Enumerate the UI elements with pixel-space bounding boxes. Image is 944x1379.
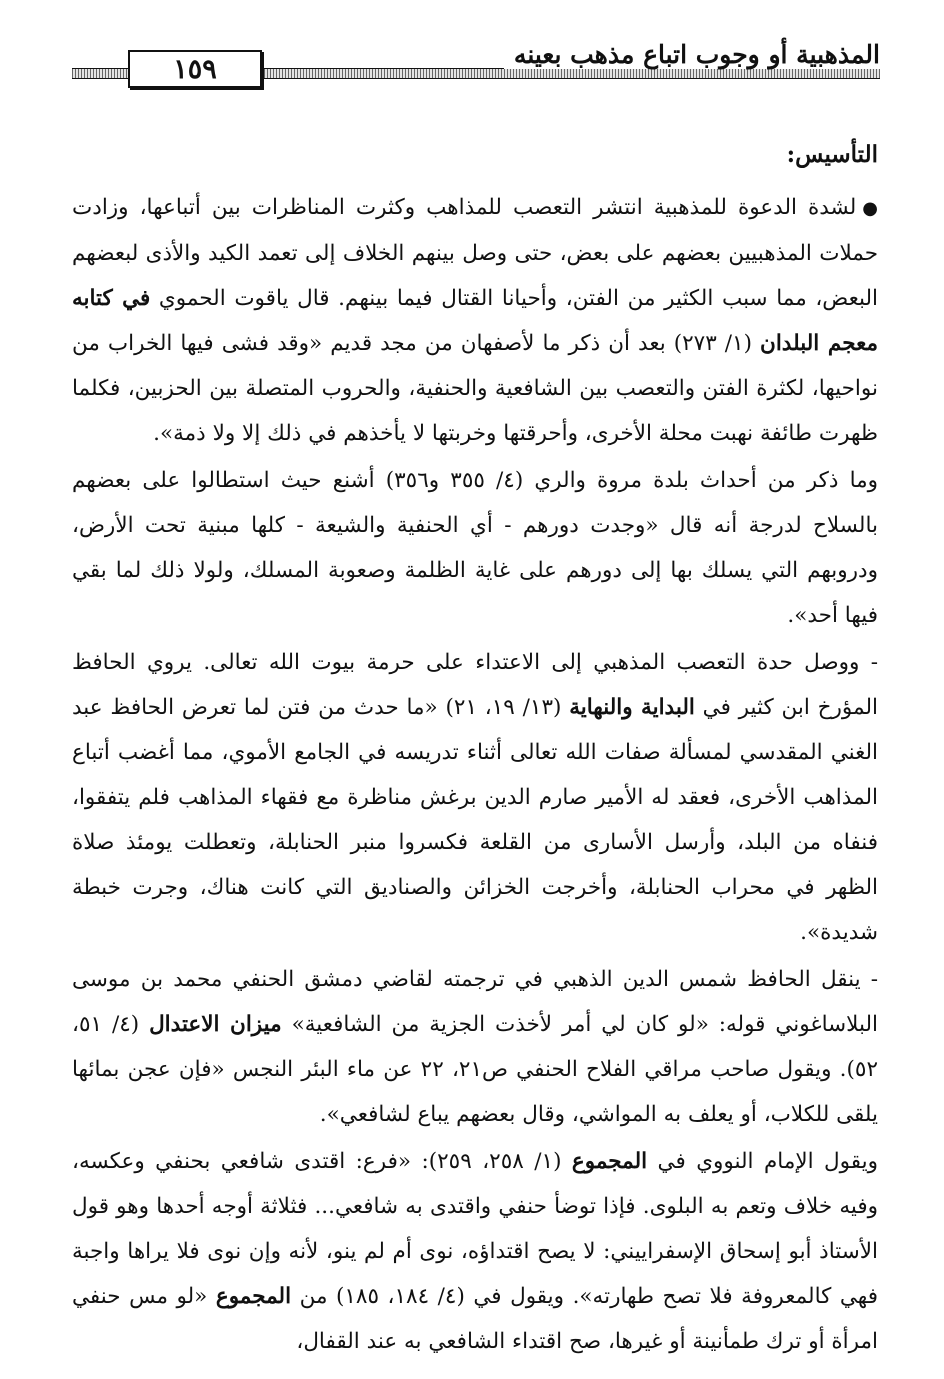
paragraph-5 (72, 1139, 878, 1364)
paragraph-5-bold-a: المجموع (571, 1149, 648, 1174)
running-header (72, 40, 880, 86)
main-text (72, 132, 878, 1366)
paragraph-4 (72, 957, 878, 1137)
page-number: ١٥٩ (173, 53, 217, 85)
paragraph-3-bold-a: البداية والنهاية (569, 695, 695, 720)
paragraph-5-text-b: (١/ ٢٥٨، ٢٥٩): «فرع: اقتدى شافعي بحنفي وعكسه، وفيه خلاف وتعم به البلوى. فإذا توضأ حنفي واقتدى به شافعي... فثلاثة أوجه أحدها وهو قول الأستاذ أبو إسحاق الإسفراييني: لا يصح اقتداؤه، نوى أم لم ينو، لأنه وإن نوى فلا يراها واجبة فهي كالمعروفة فلا تصح طهارته». ويقول في (٤/ ١٨٤، ١٨٥) من (72, 1149, 878, 1309)
paragraph-2 (72, 458, 878, 638)
paragraph-1-text-a: لشدة الدعوة للمذهبية انتشر التعصب للمذاهب وكثرت المناظرات بين أتباعها، وزادت حملات المذهبيين بعضهم على بعض، حتى وصل بينهم الخلاف إلى تعمد الكيد والأذى لبعضهم البعض، مما سبب الكثير من الفتن، وأحيانا القتال فيما بينهم. قال ياقوت الحموي (72, 195, 879, 311)
paragraph-4-text-a: - ينقل الحافظ شمس الدين الذهبي في ترجمته لقاضي دمشق الحنفي محمد بن موسى البلاساغوني قوله: «لو كان لي أمر لأخذت الجزية من الشافعية» (72, 967, 879, 1037)
paragraph-3-text-b: (١٣/ ١٩، ٢١) «ما حدث من فتن لما تعرض الحافظ عبد الغني المقدسي لمسألة صفات الله تعالى أثناء تدريسه في الجامع الأموي، مما أغضب أتباع المذاهب الأخرى، فعقد له الأمير صارم الدين برغش مناظرة مع فقهاء المذاهب فلم يتفقوا، فنفاه من البلد، وأرسل الأسارى من القلعة فكسروا منبر الحنابلة، وتعطلت يومئذ صلاة الظهر في محراب الحنابلة، وأخرجت الخزائن والصناديق التي كانت هناك، وجرت خبطة شديدة». (72, 695, 878, 945)
page-number-box (128, 50, 262, 88)
paragraph-2-text-a: وما ذكر من أحداث بلدة مروة والري (٤/ ٣٥٥ و٣٥٦) أشنع حيث استطالوا على بعضهم بالسلاح لدرجة أنه قال «وجدت دورهم - أي الحنفية والشيعة - كلها مبنية تحت الأرض، ودروبهم التي يسلك بها إلى دورهم على غاية الظلمة وصعوبة المسلك، ولولا ذلك لما بقي فيها أحد». (72, 468, 879, 628)
paragraph-5-text-a: ويقول الإمام النووي في (647, 1149, 879, 1174)
running-title: المذهبية أو وجوب اتباع مذهب بعينه (504, 40, 880, 69)
paragraph-1-bold-a: في كتابه معجم البلدان (72, 286, 878, 356)
bullet-icon: ● (862, 198, 878, 219)
paragraph-5-text-c: «لو مس حنفي امرأة أو ترك طمأنينة أو غيرها، صح اقتداء الشافعي به عند القفال، (72, 1284, 878, 1354)
section-heading: التأسيس: (786, 141, 878, 168)
paragraph-1 (72, 185, 878, 456)
paragraph-4-text-b: (٤/ ٥١، ٥٢). ويقول صاحب مراقي الفلاح الحنفي ص٢١، ٢٢ عن ماء البئر النجس «فإن عجن بمائها يلقى للكلاب، أو يعلف به المواشي، وقال بعضهم يباع لشافعي». (72, 1012, 878, 1127)
paragraph-4-bold-a: ميزان الاعتدال (149, 1012, 282, 1037)
paragraph-3-text-a: - ووصل حدة التعصب المذهبي إلى الاعتداء على حرمة بيوت الله تعالى. يروي الحافظ المؤرخ ابن كثير في (72, 650, 878, 720)
paragraph-5-bold-b: المجموع (215, 1284, 292, 1309)
paragraph-3 (72, 640, 878, 955)
paragraph-1-text-b: (١/ ٢٧٣) بعد أن ذكر ما لأصفهان من مجد قديم «وقد فشى فيها الخراب من نواحيها، لكثرة الفتن والتعصب بين الشافعية والحنفية، والحروب المتصلة بين الحزبين، فكلما ظهرت طائفة نهبت محلة الأخرى، وأحرقتها وخربتها لا يأخذهم في ذلك إلا ولا ذمة». (72, 331, 878, 446)
